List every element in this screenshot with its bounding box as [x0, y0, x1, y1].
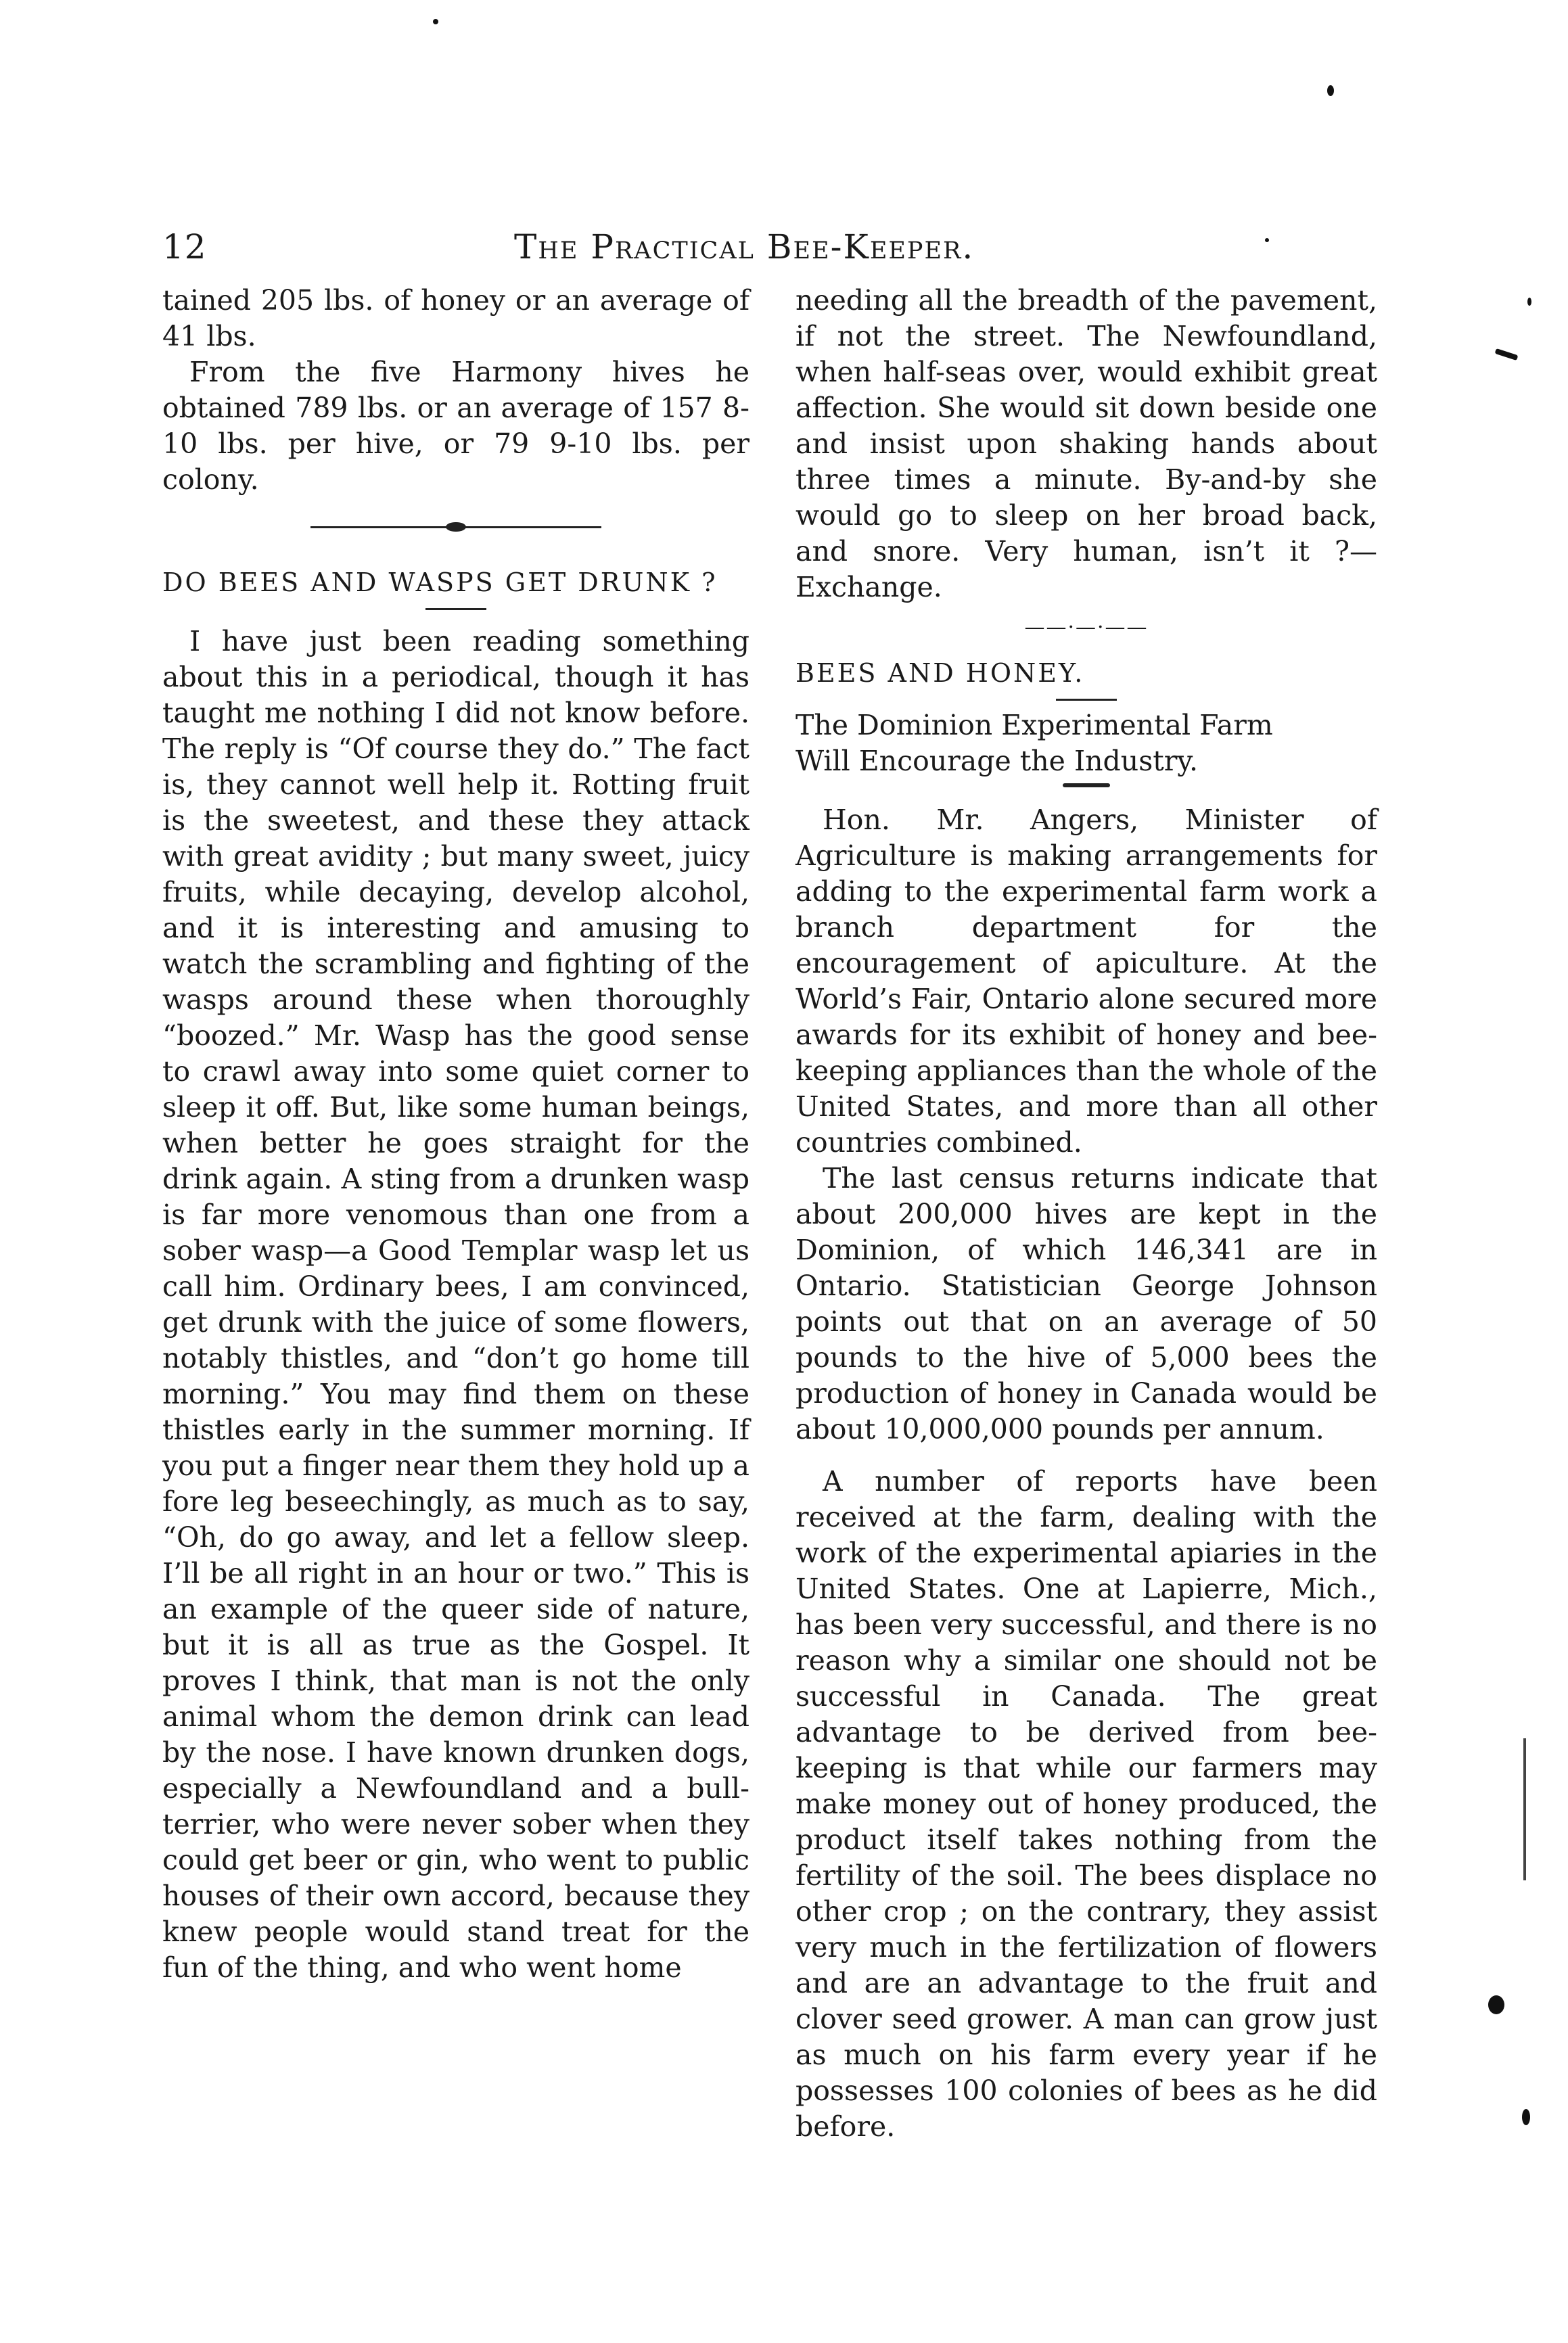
article-paragraph: Hon. Mr. Angers, Minister of Agriculture is making arrangements for adding to the experimental farm work a branch department for the encouragement of apiculture. At the World’s Fair, Ontario alone secured more awards for its exhibit of honey and bee-keeping appliances than the whole of the United States, and more than all other countries combined.	[795, 804, 1377, 1159]
scan-margin-line	[1523, 1738, 1526, 1880]
page-number: 12	[162, 227, 207, 266]
scan-speck	[1522, 2109, 1530, 2125]
right-column	[795, 283, 1377, 2145]
scan-speck	[1327, 85, 1334, 96]
article-body: I have just been reading something about this in a periodical, though it has taught me nothing I did not know before. The reply is “Of course they do.” The fact is, they cannot well help it. Rotting fruit is the sweetest, and these they attack with great avidity ; but many sweet, juicy fruits, while decaying, develop alcohol, and it is interesting and amusing to watch the scrambling and fighting of the wasps around these when thoroughly “boozed.” Mr. Wasp has the good sense to crawl away into some quiet corner to sleep it off. But, like some human beings, when better he goes straight for the drink again. A sting from a drunken wasp is far more venomous than one from a sober wasp—a Good Templar wasp let us call him. Ordinary bees, I am convinced, get drunk with the juice of some flowers, notably thistles, and “don’t go home till morning.” You may find them on these thistles early in the summer morning. If you put a finger near them they hold up a fore leg beseechingly, as much as to say, “Oh, do go away, and let a fellow sleep. I’ll be all right in an hour or two.” This is an example of the queer side of nature, but it is all as true as the Gospel. It proves I think, that man is not the only animal whom the demon drink can lead by the nose. I have known drunken dogs, especially a Newfoundland and a bull-terrier, who were never sober when they could get beer or gin, who went to public houses of their own accord, because they knew people would stand treat for the fun of the thing, and who went home	[162, 625, 750, 1984]
left-column	[162, 283, 750, 1986]
section-divider	[310, 526, 601, 528]
scan-speck	[433, 19, 438, 24]
heading-rule	[1056, 699, 1117, 701]
scan-speck	[1495, 348, 1519, 361]
intro-paragraph: tained 205 lbs. of honey or an average of 41 lbs.	[162, 284, 750, 352]
article-heading: BEES AND HONEY.	[795, 658, 1085, 688]
running-title: The Practical Bee-Keeper.	[514, 227, 975, 266]
article-paragraph: The last census returns indicate that about 200,000 hives are kept in the Dominion, of which 146,341 are in Ontario. Statistician George Johnson points out that on an average of 50 pounds to the hive of 5,000 bees the production of honey in Canada would be about 10,000,000 pounds per annum.	[795, 1162, 1377, 1445]
scan-speck	[1527, 298, 1531, 306]
article-paragraph: A number of reports have been received at the farm, dealing with the work of the experimental apiaries in the United States. One at Lapierre, Mich., has been very successful, and there is no reason why a similar one should not be successful in Canada. The great advantage to be derived from bee-keeping is that while our farmers may make money out of honey produced, the product itself takes nothing from the fertility of the soil. The bees displace no other crop ; on the contrary, they assist very much in the fertilization of flowers and are an advantage to the fruit and clover seed grower. A man can grow just as much on his farm every year if he possesses 100 colonies of bees as he did before.	[795, 1465, 1377, 2143]
scan-speck	[1488, 1995, 1504, 2014]
subheading-rule	[1063, 783, 1110, 787]
heading-rule	[425, 608, 486, 610]
article-heading: DO BEES AND WASPS GET DRUNK ?	[162, 567, 718, 597]
continued-text: needing all the breadth of the pavement, if not the street. The Newfoundland, when half-seas over, would exhibit great affection. She would sit down beside one and insist upon shaking hands about three times a minute. By-and-by she would go to sleep on her broad back, and snore. Very human, isn’t it ?—Exchange.	[795, 284, 1377, 603]
running-header	[162, 223, 1380, 271]
section-divider: ——·—·——	[1024, 616, 1149, 639]
intro-paragraph: From the five Harmony hives he obtained 789 lbs. or an average of 157 8-10 lbs. per hive, or 79 9-10 lbs. per colony.	[162, 356, 750, 496]
article-subheading: Will Encourage the Industry.	[795, 745, 1199, 777]
article-subheading: The Dominion Experimental Farm	[795, 709, 1273, 741]
